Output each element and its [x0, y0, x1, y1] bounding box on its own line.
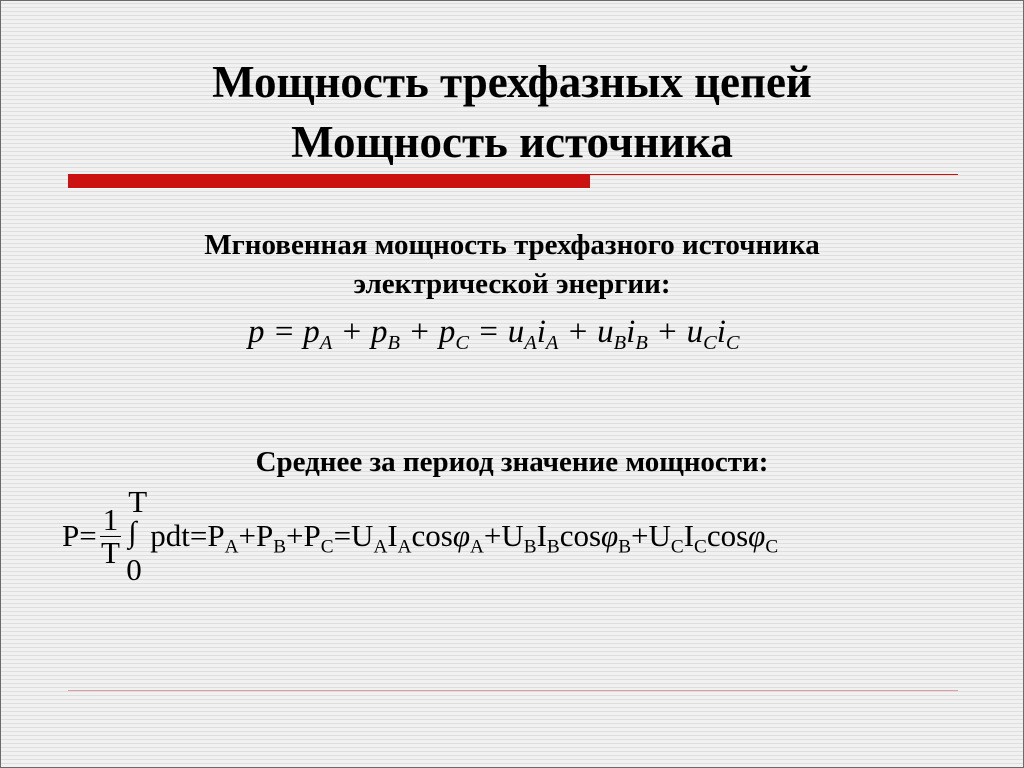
- term-PB: [255, 518, 287, 558]
- subtitle-line2: электрической энергии:: [353, 268, 671, 300]
- plus-sign: +: [647, 314, 687, 350]
- sub-B: B: [273, 536, 287, 558]
- sub-C: C: [455, 332, 469, 355]
- integrand: pdt: [150, 518, 190, 553]
- plus-sign: +: [631, 518, 649, 553]
- symbol-uB: u: [597, 314, 614, 350]
- cos-A: cos: [411, 518, 453, 553]
- equals-sign: =: [333, 518, 352, 553]
- equals-sign: =: [189, 518, 208, 553]
- integral-lower-limit: 0: [126, 552, 142, 587]
- symbol-PB: P: [255, 518, 274, 553]
- sub-A: A: [545, 332, 559, 355]
- plus-sign: +: [332, 314, 372, 350]
- formula-average-power: [62, 486, 778, 586]
- fraction-numerator: 1: [100, 504, 122, 537]
- plus-sign: +: [483, 518, 502, 553]
- footer-divider: [68, 690, 958, 691]
- symbol-p: p: [248, 314, 265, 350]
- plus-sign: +: [238, 518, 256, 553]
- symbol-UB: U: [501, 518, 524, 553]
- symbol-iB: i: [626, 314, 636, 350]
- sub-A: A: [373, 536, 388, 558]
- title-accent-bar: [68, 174, 590, 188]
- phi-B: φ: [601, 518, 619, 553]
- slide-title-line2: Мощность источника: [291, 117, 733, 167]
- integral-sign: ∫: [128, 516, 137, 549]
- title-accent-underline: [68, 188, 590, 189]
- sub-A: A: [319, 332, 333, 355]
- phi-C: φ: [748, 518, 766, 553]
- symbol-IA: I: [387, 518, 398, 553]
- formula-instantaneous-power: [248, 312, 740, 355]
- sub-C: C: [320, 536, 334, 558]
- cos-C: cos: [706, 518, 749, 553]
- sub-B: B: [618, 536, 631, 558]
- cos-B: cos: [559, 518, 602, 553]
- term-PC: [303, 518, 334, 558]
- symbol-P: P: [62, 518, 80, 553]
- sub-C: C: [725, 332, 740, 355]
- symbol-iC: i: [716, 314, 726, 350]
- title-accent-line: [590, 174, 958, 175]
- sub-B: B: [635, 332, 648, 355]
- sub-C: C: [670, 536, 684, 558]
- subtitle-line1: Мгновенная мощность трехфазного источника: [204, 229, 820, 261]
- equals-sign: =: [468, 314, 508, 350]
- sub-C: C: [694, 536, 707, 558]
- symbol-uC: u: [686, 314, 704, 350]
- sub-C: C: [765, 536, 779, 558]
- fraction-1-over-T: [100, 501, 122, 570]
- sub-B: B: [523, 536, 537, 558]
- integral-upper-limit: T: [128, 484, 148, 519]
- integral: [124, 486, 150, 586]
- symbol-iA: i: [536, 314, 546, 350]
- plus-sign: +: [558, 314, 598, 350]
- symbol-pA: p: [303, 314, 320, 350]
- symbol-IC: I: [683, 518, 695, 553]
- term-phase-C: [648, 518, 779, 558]
- equals-sign: =: [79, 518, 97, 553]
- term-phase-A: [351, 518, 484, 558]
- fraction-denominator: T: [101, 534, 120, 570]
- sub-B: B: [387, 332, 401, 355]
- sub-B: B: [613, 332, 627, 355]
- section2-heading: Среднее за период значение мощности:: [255, 446, 769, 478]
- symbol-UC: U: [648, 518, 671, 553]
- sub-A: A: [470, 536, 484, 558]
- sub-B: B: [546, 536, 560, 558]
- plus-sign: +: [286, 518, 304, 553]
- symbol-PC: P: [303, 518, 321, 553]
- sub-C: C: [703, 332, 717, 355]
- sub-A: A: [224, 536, 239, 558]
- symbol-pB: p: [371, 314, 388, 350]
- sub-A: A: [397, 536, 412, 558]
- term-PA: [207, 518, 239, 558]
- plus-sign: +: [400, 314, 439, 350]
- sub-A: A: [524, 332, 537, 355]
- symbol-IB: I: [536, 518, 547, 553]
- symbol-PA: P: [207, 518, 225, 553]
- equals-sign: =: [264, 314, 304, 350]
- symbol-uA: u: [507, 314, 525, 350]
- phi-A: φ: [452, 518, 470, 553]
- slide-title-line1: Мощность трехфазных цепей: [212, 57, 812, 107]
- symbol-UA: U: [351, 518, 374, 553]
- term-phase-B: [501, 518, 631, 558]
- symbol-pC: p: [438, 314, 456, 350]
